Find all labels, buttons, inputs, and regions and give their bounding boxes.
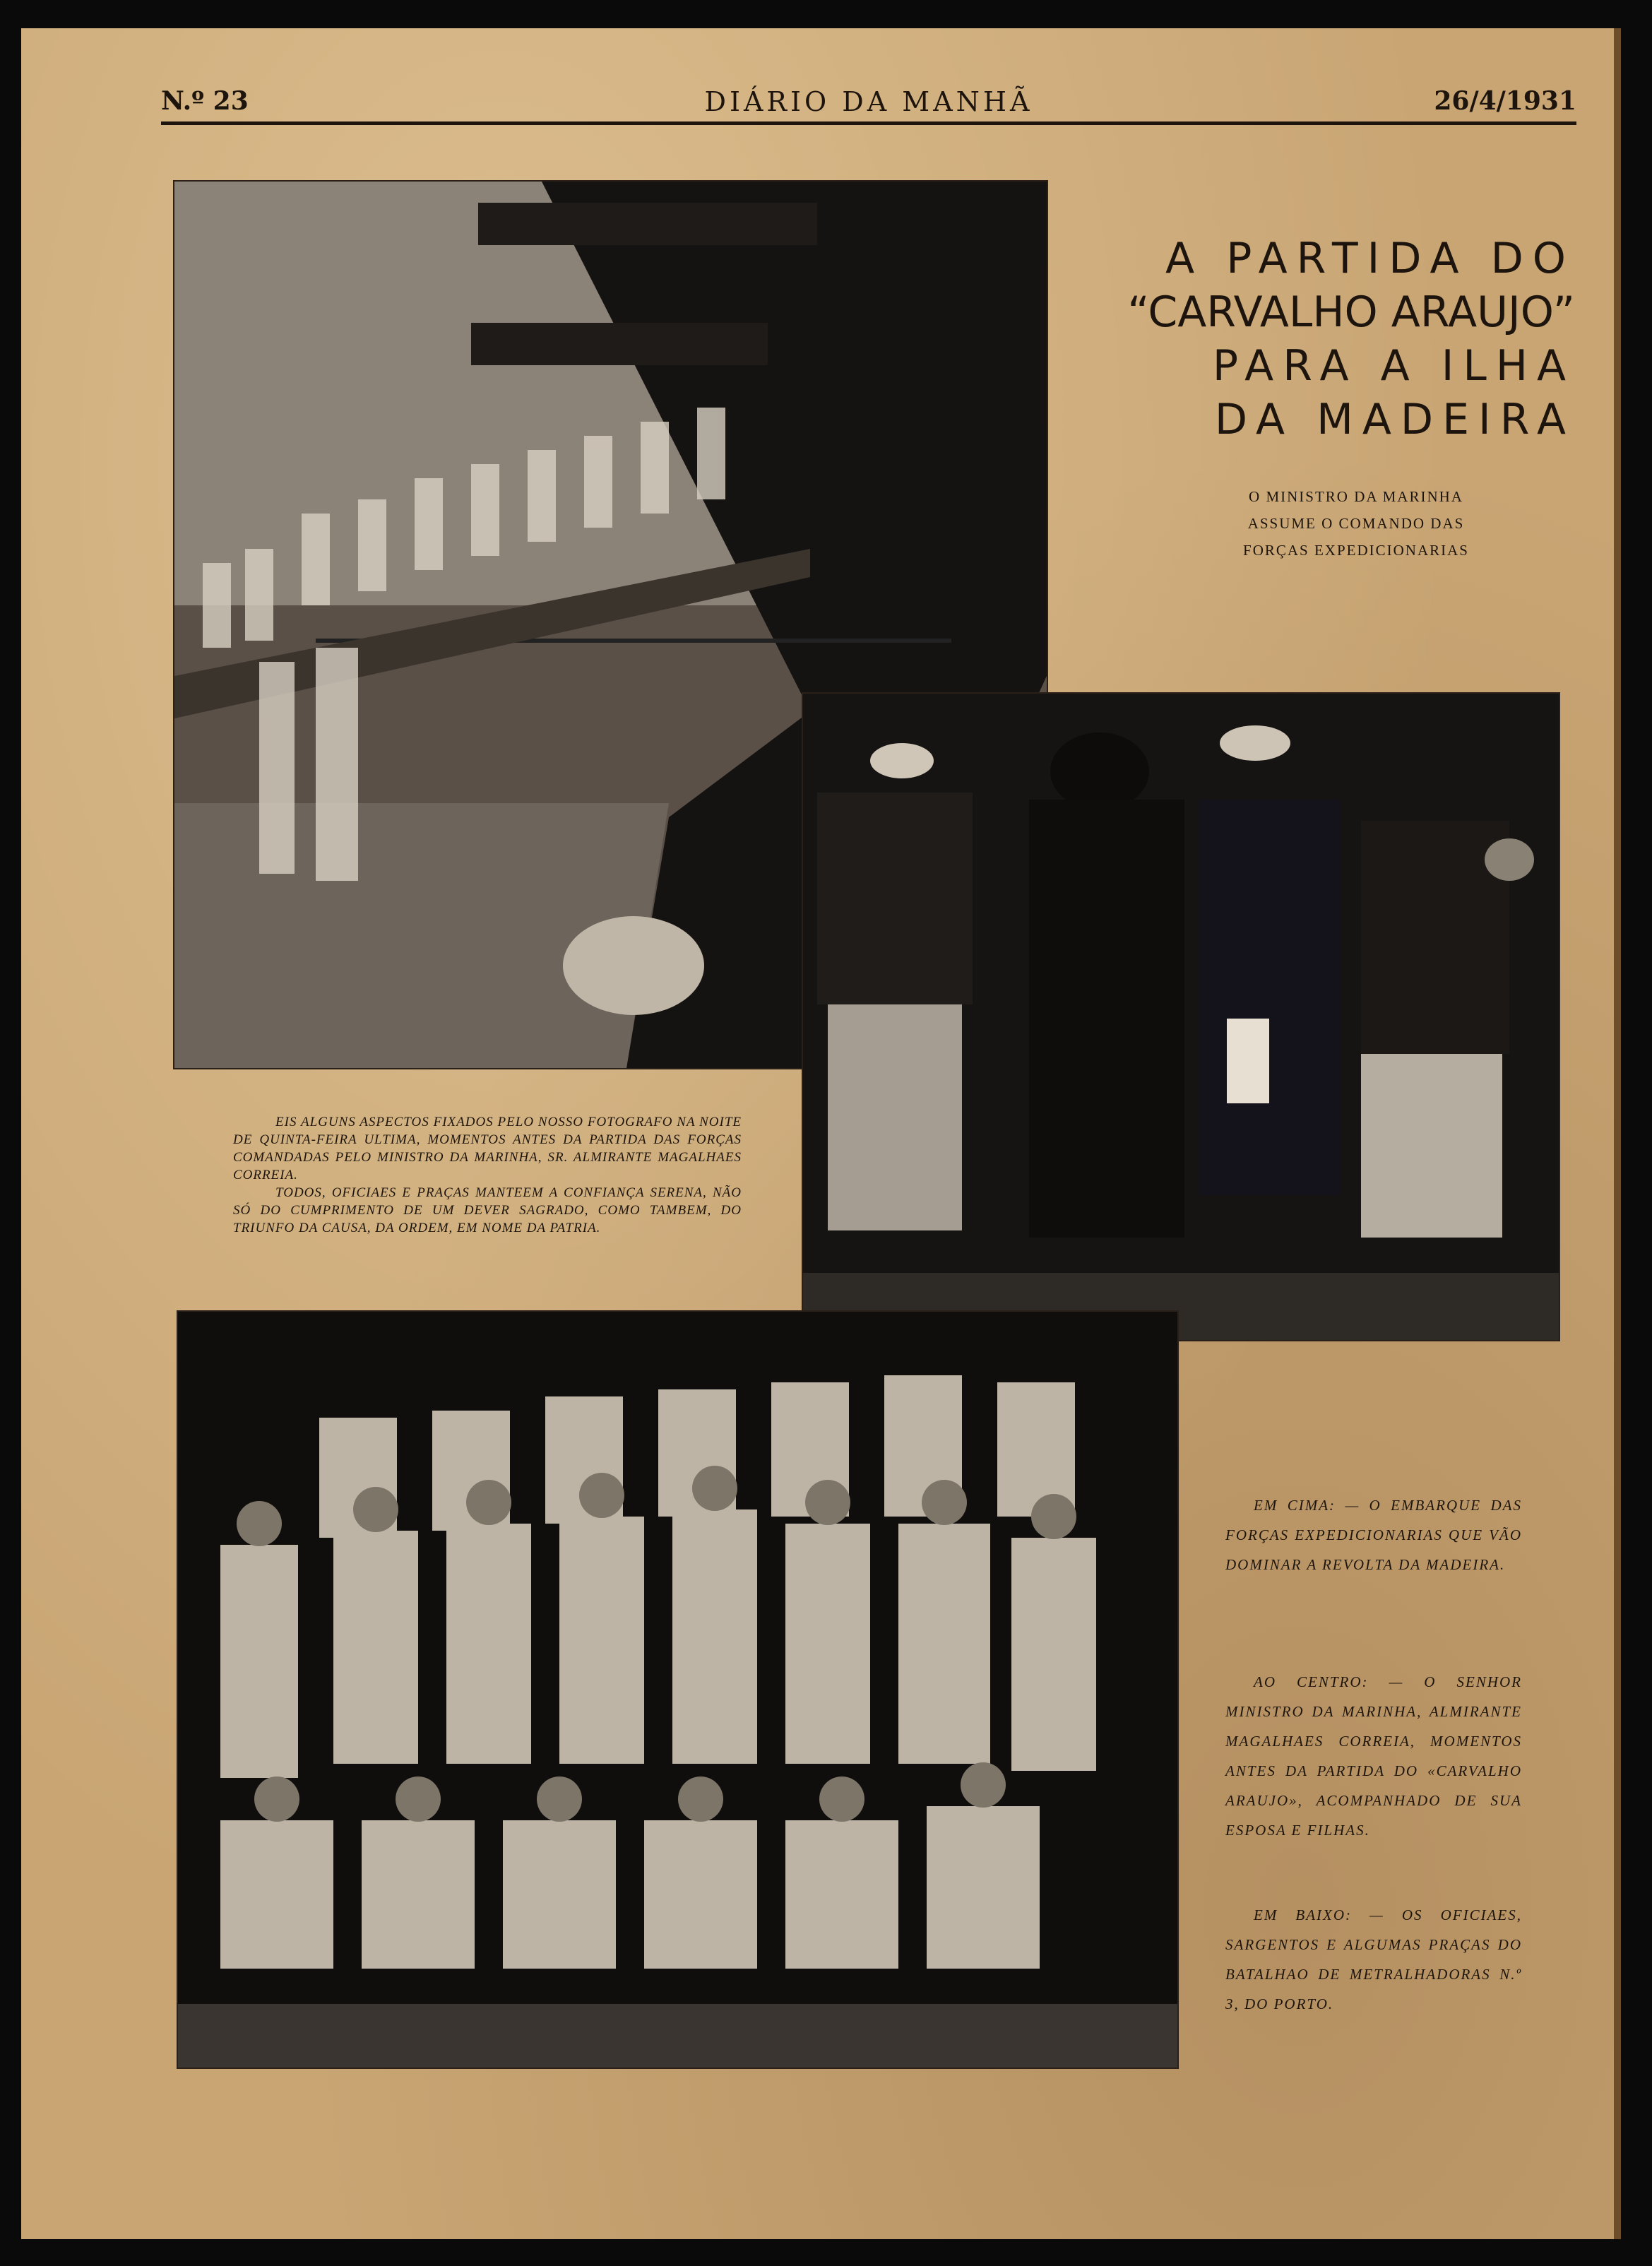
- headline-line-2: “CARVALHO ARAUJO”: [1127, 287, 1575, 337]
- headline-line-4: DA MADEIRA: [1214, 395, 1575, 444]
- masthead-rule: [161, 121, 1576, 125]
- subheadline-line-2: ASSUME O COMANDO DAS: [1247, 515, 1465, 532]
- headline-line-3: PARA A ILHA: [1212, 341, 1575, 391]
- caption-top-text: EM CIMA: — O EMBARQUE DAS FORÇAS EXPEDICIONARIAS QUE VÃO DOMINAR A REVOLTA DA MADEIRA.: [1225, 1497, 1522, 1573]
- subheadline: [1215, 483, 1497, 564]
- newspaper-title: DIÁRIO DA MANHÃ: [704, 86, 1033, 117]
- photo-caption: [233, 1113, 742, 1237]
- caption-bottom: [1225, 1900, 1522, 2019]
- photo-minister-family: [802, 692, 1560, 1341]
- caption-bottom-text: EM BAIXO: — OS OFICIAES, SARGENTOS E ALGUMAS PRAÇAS DO BATALHAO DE METRALHADORAS N.º 3, DO PORTO.: [1225, 1906, 1522, 2012]
- issue-number: N.º 23: [161, 86, 249, 116]
- caption-center-text: AO CENTRO: — O SENHOR MINISTRO DA MARINHA, ALMIRANTE MAGALHAES CORREIA, MOMENTOS ANTES DA PARTIDA DO «CARVALHO ARAUJO», ACOMPANHADO DE SUA ESPOSA E FILHAS.: [1225, 1673, 1522, 1839]
- issue-date: 26/4/1931: [1434, 86, 1576, 116]
- photo-caption-paragraph-2: TODOS, OFICIAES E PRAÇAS MANTEEM A CONFIANÇA SERENA, NÃO SÓ DO CUMPRIMENTO DE UM DEVER SAGRADO, COMO TAMBEM, DO TRIUNFO DA CAUSA, DA ORDEM, EM NOME DA PATRIA.: [233, 1185, 742, 1235]
- photo-caption-paragraph-1: EIS ALGUNS ASPECTOS FIXADOS PELO NOSSO FOTOGRAFO NA NOITE DE QUINTA-FEIRA ULTIMA, MOMENTOS ANTES DA PARTIDA DAS FORÇAS COMANDADAS PELO MINISTRO DA MARINHA, SR. ALMIRANTE MAGALHAES CORREIA.: [233, 1115, 742, 1182]
- subheadline-line-3: FORÇAS EXPEDICIONARIAS: [1243, 542, 1469, 559]
- headline: [1123, 232, 1575, 446]
- masthead: [161, 86, 1576, 121]
- caption-center: [1225, 1667, 1522, 1845]
- caption-top: [1225, 1490, 1522, 1579]
- subheadline-line-1: O MINISTRO DA MARINHA: [1249, 488, 1463, 505]
- headline-line-1: A PARTIDA DO: [1165, 234, 1575, 283]
- photo-battalion-group: [177, 1310, 1179, 2069]
- page-edge: [1614, 28, 1621, 2239]
